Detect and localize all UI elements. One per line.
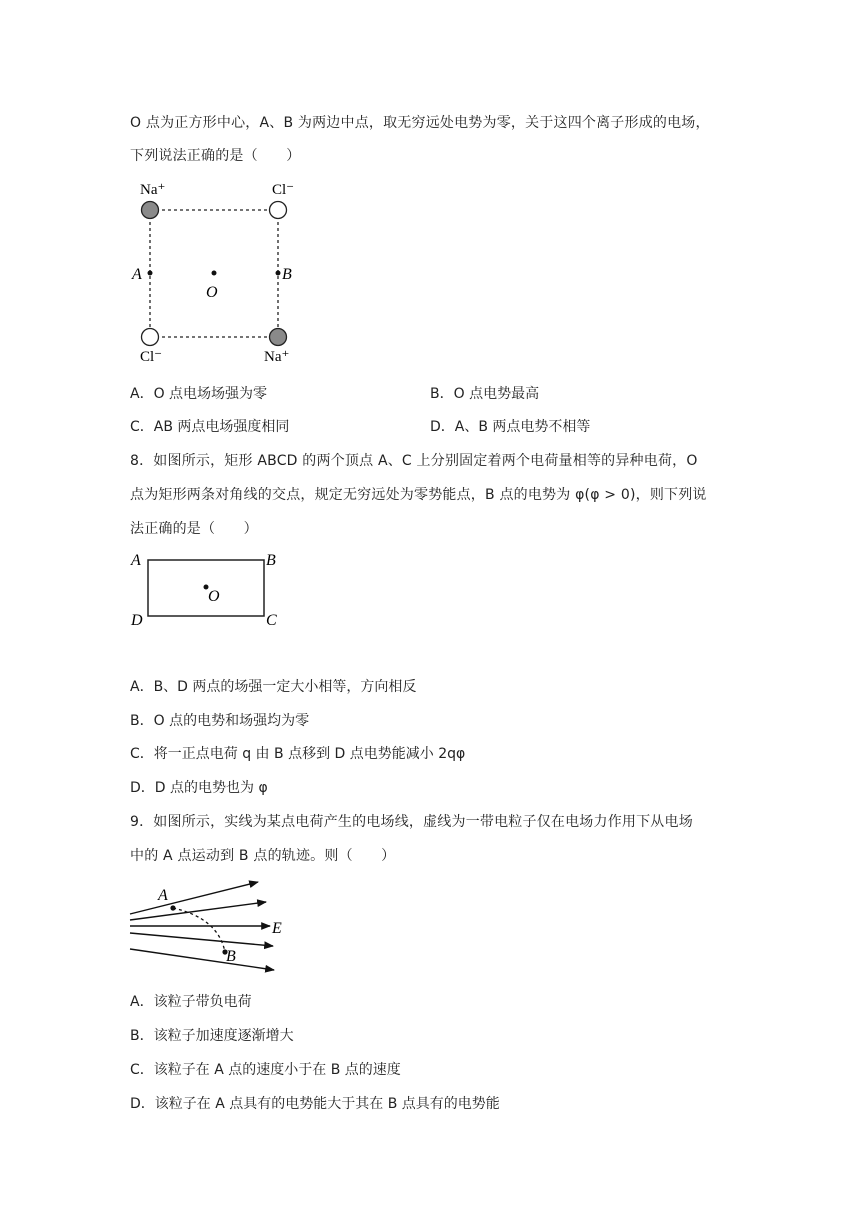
q9-trajectory [173, 908, 225, 952]
q7-point-o-dot [212, 271, 217, 276]
q8-figure-rectangle [128, 545, 288, 635]
q8-label-o: O [208, 588, 220, 605]
q7-point-a-dot [148, 271, 153, 276]
q7-stem-line-1: O 点为正方形中心，A、B 为两边中点，取无穷远处电势为零，关于这四个离子形成的电场， [130, 115, 710, 131]
q7-label-o: O [206, 284, 218, 301]
q9-stem-line-2: 中的 A 点运动到 B 点的轨迹。则（ ） [130, 848, 396, 864]
q7-label-br: Na⁺ [264, 349, 290, 365]
q7-ion-top-left [142, 202, 159, 219]
q7-label-tl: Na⁺ [140, 182, 166, 198]
q9-figure-field-lines [128, 872, 298, 977]
q7-label-b: B [282, 266, 292, 283]
q8-option-a[interactable]: A．B、D 两点的场强一定大小相等，方向相反 [130, 679, 417, 695]
q9-field-line-1 [130, 882, 258, 914]
q8-label-d: D [131, 612, 143, 629]
q9-point-a-dot [170, 905, 175, 910]
q9-field-line-4 [130, 933, 273, 946]
q9-label-b: B [226, 948, 236, 965]
q9-label-a: A [158, 887, 168, 904]
q9-field-line-5 [130, 949, 274, 970]
q7-option-c[interactable]: C．AB 两点电场强度相同 [130, 419, 290, 435]
q8-option-d[interactable]: D．D 点的电势也为 φ [130, 780, 268, 796]
q7-point-b-dot [276, 271, 281, 276]
q7-ion-bottom-right [270, 329, 287, 346]
q7-option-d[interactable]: D．A、B 两点电势不相等 [430, 419, 591, 435]
q7-label-a: A [132, 266, 142, 283]
q8-stem-line-1: 8．如图所示，矩形 ABCD 的两个顶点 A、C 上分别固定着两个电荷量相等的异种电荷，O [130, 453, 698, 469]
q9-option-a[interactable]: A．该粒子带负电荷 [130, 994, 252, 1010]
q8-option-b[interactable]: B．O 点的电势和场强均为零 [130, 713, 310, 729]
q7-figure-square-ions [128, 175, 308, 370]
q9-label-e: E [272, 920, 282, 937]
q9-stem-line-1: 9．如图所示，实线为某点电荷产生的电场线，虚线为一带电粒子仅在电场力作用下从电场 [130, 814, 693, 830]
q7-ion-bottom-left [142, 329, 159, 346]
q9-option-b[interactable]: B．该粒子加速度逐渐增大 [130, 1028, 294, 1044]
q7-option-a[interactable]: A．O 点电场场强为零 [130, 386, 268, 402]
q7-label-bl: Cl⁻ [140, 349, 163, 365]
q7-stem-line-2: 下列说法正确的是（ ） [130, 148, 301, 164]
q9-option-c[interactable]: C．该粒子在 A 点的速度小于在 B 点的速度 [130, 1062, 401, 1078]
q8-option-c[interactable]: C．将一正点电荷 q 由 B 点移到 D 点电势能减小 2qφ [130, 746, 466, 762]
q9-option-d[interactable]: D．该粒子在 A 点具有的电势能大于其在 B 点具有的电势能 [130, 1096, 500, 1112]
q8-label-a: A [131, 552, 141, 569]
q8-label-c: C [266, 612, 277, 629]
q8-label-b: B [266, 552, 276, 569]
q8-stem-line-3: 法正确的是（ ） [130, 521, 258, 537]
q7-label-tr: Cl⁻ [272, 182, 295, 198]
q7-ion-top-right [270, 202, 287, 219]
q8-stem-line-2: 点为矩形两条对角线的交点，规定无穷远处为零势能点，B 点的电势为 φ(φ > 0)，则下列说 [130, 487, 707, 503]
q7-option-b[interactable]: B．O 点电势最高 [430, 386, 540, 402]
